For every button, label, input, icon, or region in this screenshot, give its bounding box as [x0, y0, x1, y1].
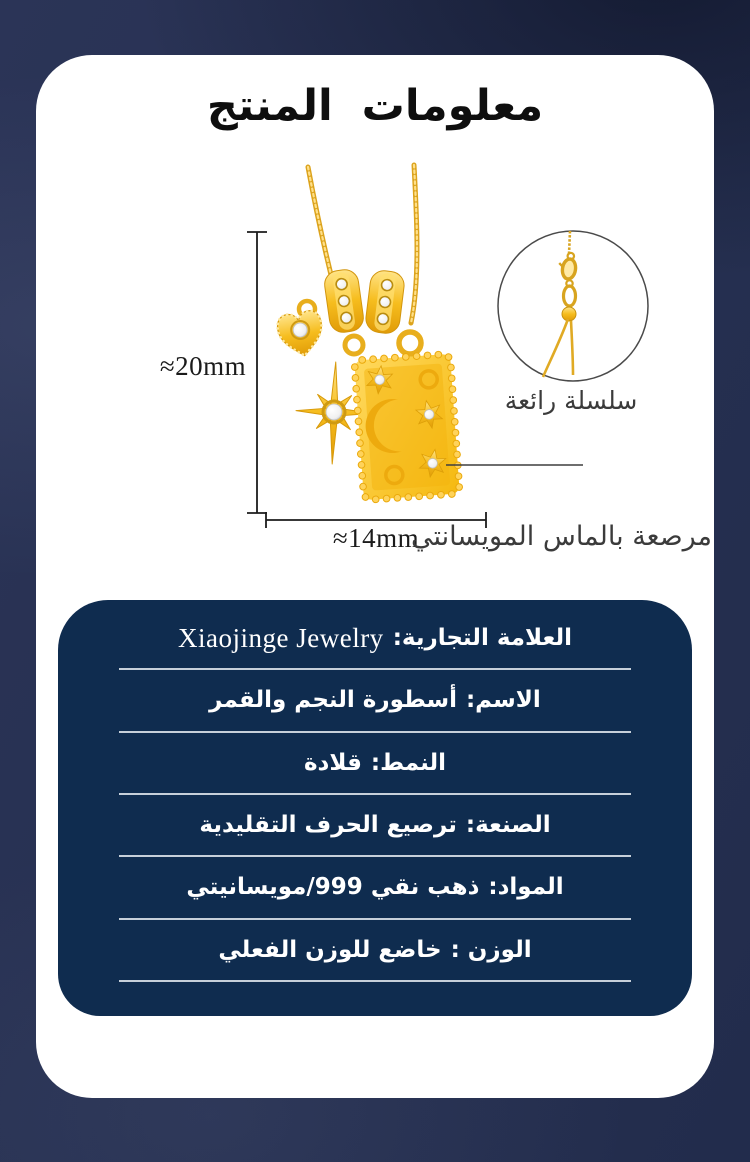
spec-row-style — [58, 733, 692, 793]
spec-row-value: Xiaojinge Jewelry — [178, 622, 384, 653]
product-card — [36, 55, 714, 1098]
spec-row-value: خاضع للوزن الفعلي — [218, 936, 442, 963]
spec-row-value: ذهب نقي 999/مويسانيتي — [186, 874, 480, 901]
product-figure — [36, 55, 714, 580]
moissanite-caption: مرصعة بالماس المويسانتي — [411, 521, 712, 552]
spec-row-value: قلادة — [303, 749, 362, 776]
row-separator — [119, 980, 631, 982]
rondelle-bead-icon — [364, 269, 405, 335]
rondelle-bead-icon — [323, 268, 365, 334]
spec-row-value: ترصيع الحرف التقليدية — [199, 812, 457, 839]
spec-row-label: العلامة التجارية: — [392, 625, 572, 652]
spec-row-weight — [58, 920, 692, 980]
spec-row-label: الصنعة: — [465, 812, 551, 839]
spec-table — [58, 600, 692, 1016]
spec-row-name — [58, 670, 692, 730]
spec-row-label: الاسم: — [465, 687, 541, 714]
spec-row-brand — [58, 608, 692, 668]
chain-detail-circle — [498, 231, 648, 381]
page-title: معلومات المنتج — [206, 81, 544, 131]
height-dimension-label: ≈20mm — [159, 351, 247, 381]
chain-detail-caption: سلسلة رائعة — [504, 386, 638, 415]
heart-charm-icon — [275, 309, 326, 359]
width-dimension-label: ≈14mm — [332, 523, 420, 553]
spec-row-label: المواد: — [488, 874, 564, 901]
spec-row-label: النمط: — [370, 749, 447, 776]
spec-row-label: الوزن : — [450, 936, 532, 963]
celestial-tag-charm-icon — [354, 354, 460, 500]
spec-row-material — [58, 857, 692, 917]
spec-row-value: أسطورة النجم والقمر — [209, 687, 457, 714]
spec-row-craft — [58, 795, 692, 855]
